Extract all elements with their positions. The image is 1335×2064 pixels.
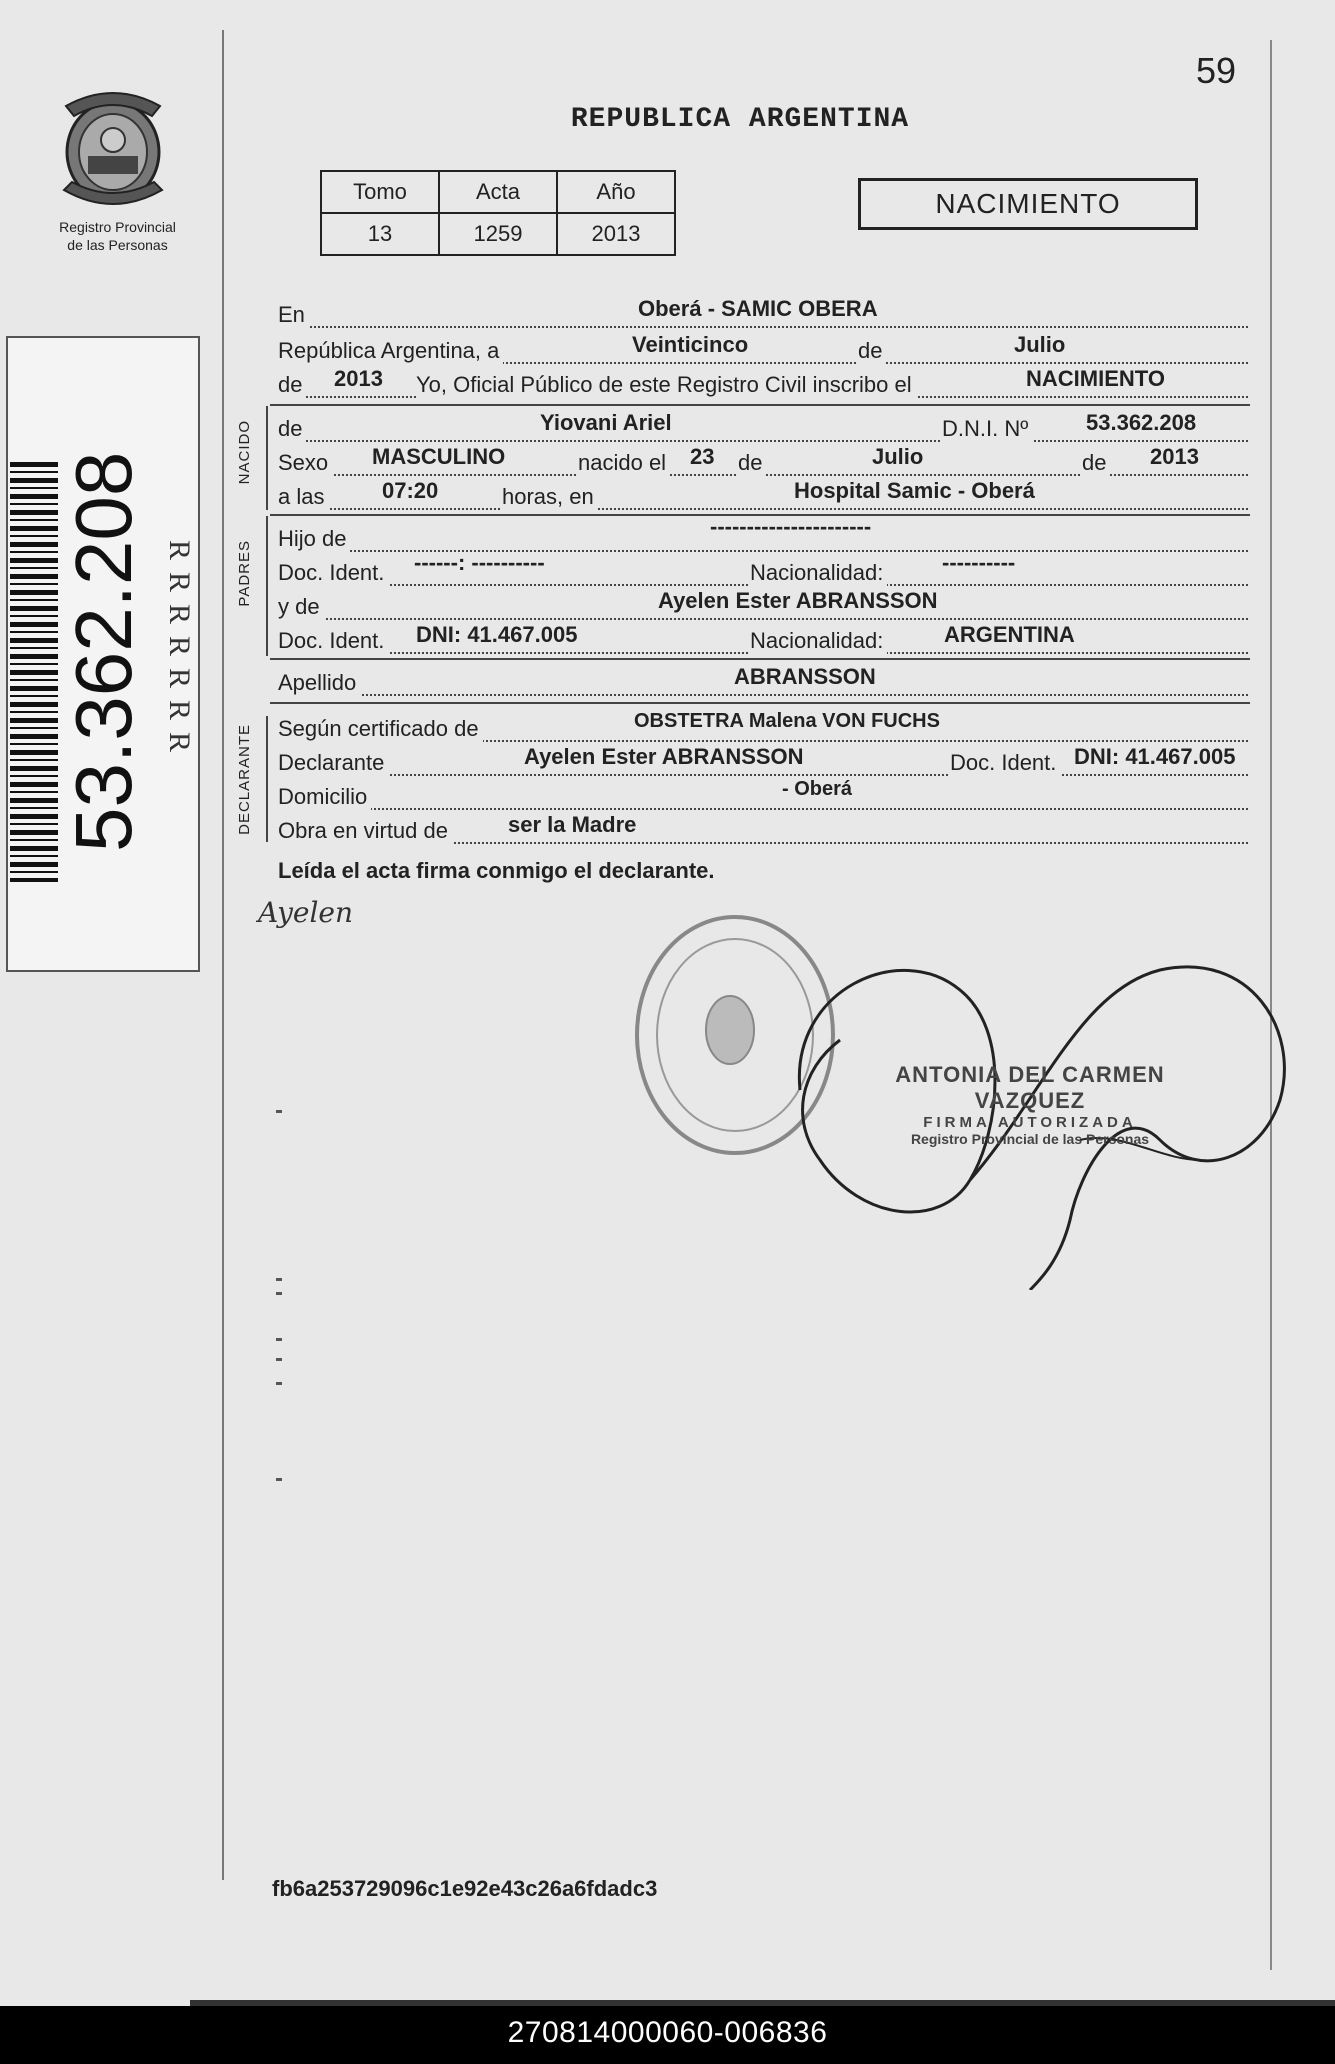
line-hijo-de: Hijo de ---------------------- (278, 526, 1248, 556)
table-header: Año (557, 171, 675, 213)
section-divider (270, 404, 1250, 406)
registry-name: Registro Provincial de las Personas (59, 219, 176, 253)
page-number: 59 (1196, 50, 1237, 91)
line-en: En Oberá - SAMIC OBERA (278, 302, 1248, 332)
document-title: REPUBLICA ARGENTINA (570, 104, 910, 135)
line-madre: y de Ayelen Ester ABRANSSON (278, 594, 1248, 624)
line-certificado: Según certificado de OBSTETRA Malena VON FUCHS (278, 716, 1248, 746)
line-nacido-hora: a las 07:20 horas, en Hospital Samic - Oberá (278, 484, 1248, 514)
side-label-pattern: RRRRRRR (163, 539, 196, 765)
section-divider (270, 702, 1250, 704)
document-code: 270814000060-006836 (507, 2016, 828, 2049)
side-id-number: 53.362.208 (59, 451, 148, 853)
line-inscribo: de 2013 Yo, Oficial Público de este Registro Civil inscribo el NACIMIENTO (278, 372, 1248, 402)
document-hash: fb6a253729096c1e92e43c26a6fdadc3 (272, 1876, 658, 1901)
record-type-box: NACIMIENTO (858, 178, 1198, 230)
table-header: Tomo (321, 171, 439, 213)
line-nacido-name: de Yiovani Ariel D.N.I. Nº 53.362.208 (278, 416, 1248, 446)
line-obra: Obra en virtud de ser la Madre (278, 818, 1248, 848)
tomo-acta-table (320, 170, 676, 256)
section-label-nacido: NACIDO (236, 420, 253, 485)
line-apellido: Apellido ABRANSSON (278, 670, 1248, 700)
line-republica: República Argentina, a Veinticinco de Julio (278, 338, 1248, 368)
table-header: Acta (439, 171, 557, 213)
misiones-seal-icon (56, 82, 170, 214)
line-domicilio: Domicilio - Oberá (278, 784, 1248, 814)
table-cell: 13 (321, 213, 439, 255)
line-doc-madre: Doc. Ident. DNI: 41.467.005 Nacionalidad: ARGENTINA (278, 628, 1248, 658)
line-declarante: Declarante Ayelen Ester ABRANSSON Doc. Ident. DNI: 41.467.005 (278, 750, 1248, 780)
table-cell: 2013 (557, 213, 675, 255)
section-divider (270, 658, 1250, 660)
page-spine (222, 30, 224, 1880)
closing-statement: Leída el acta firma conmigo el declarante. (278, 858, 715, 883)
table-cell: 1259 (439, 213, 557, 255)
line-nacido-sexo: Sexo MASCULINO nacido el 23 de Julio de 2013 (278, 450, 1248, 480)
declarant-signature: Ayelen (258, 896, 354, 929)
barcode (10, 462, 58, 882)
section-label-padres: PADRES (236, 540, 253, 607)
authorized-signature-block: ANTONIA DEL CARMEN VAZQUEZ FIRMA AUTORIZADA Registro Provincial de las Personas (895, 1062, 1165, 1147)
line-doc-padre: Doc. Ident. ------: ---------- Nacionalidad: ---------- (278, 560, 1248, 590)
section-label-declarante: DECLARANTE (236, 724, 253, 835)
